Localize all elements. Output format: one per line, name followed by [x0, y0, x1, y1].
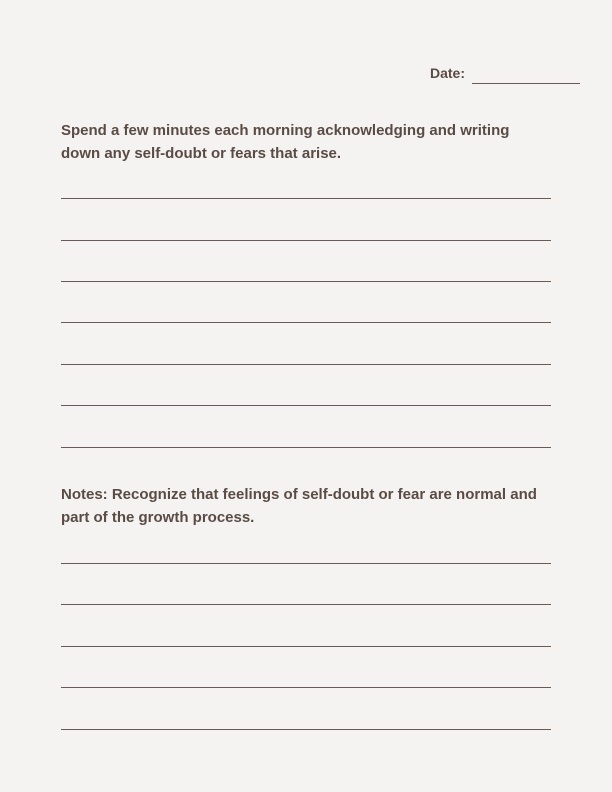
notes-line[interactable] [61, 604, 551, 605]
date-blank-line[interactable] [472, 83, 580, 84]
date-field[interactable] [430, 64, 552, 86]
writing-line[interactable] [61, 322, 551, 323]
writing-line[interactable] [61, 447, 551, 448]
writing-line[interactable] [61, 240, 551, 241]
notes-line[interactable] [61, 729, 551, 730]
writing-line[interactable] [61, 405, 551, 406]
notes-line[interactable] [61, 687, 551, 688]
notes-line[interactable] [61, 563, 551, 564]
writing-line[interactable] [61, 281, 551, 282]
notes-line[interactable] [61, 646, 551, 647]
notes-prompt: Notes: Recognize that feelings of self-doubt or fear are normal and part of the growth process. [61, 486, 537, 526]
writing-line[interactable] [61, 364, 551, 365]
writing-line[interactable] [61, 198, 551, 199]
morning-prompt: Spend a few minutes each morning acknowledging and writing down any self-doubt or fears that arise. [61, 122, 510, 162]
date-label: Date: [430, 65, 466, 81]
